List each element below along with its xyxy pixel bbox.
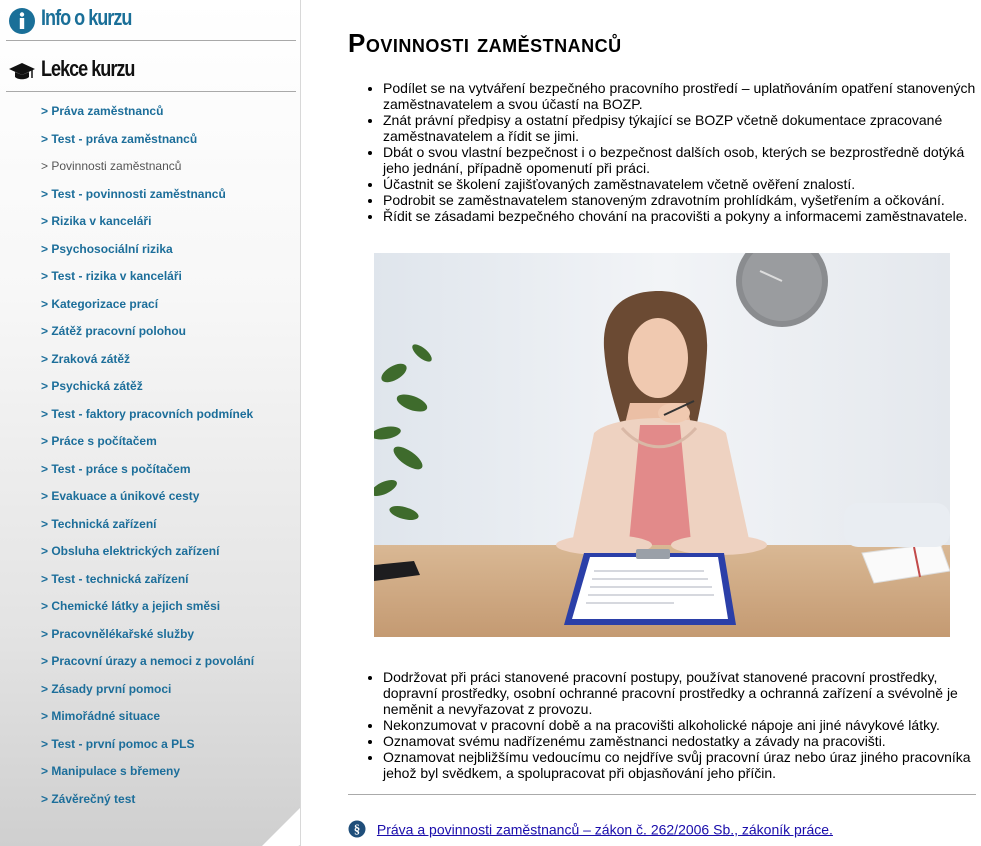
sidebar-lesson-link[interactable]: > Rizika v kanceláři <box>41 214 152 228</box>
duty-item: • Oznamovat svému nadřízenému zaměstnanci nedostatky a závady na pracovišti. <box>383 733 976 749</box>
sidebar-lesson-link[interactable]: > Pracovní úrazy a nemoci z povolání <box>41 654 255 668</box>
sidebar-lesson-link[interactable]: > Kategorizace prací <box>41 296 159 311</box>
duty-item: • Účastnit se školení zajišťovaných zaměstnavatelem včetně ověření znalostí. <box>383 176 976 192</box>
page-title: Povinnosti zaměstnanců <box>348 28 622 58</box>
sidebar-lesson-link[interactable]: > Test - faktory pracovních podmínek <box>41 406 254 421</box>
sidebar-lesson-link[interactable]: > Evakuace a únikové cesty <box>41 489 200 503</box>
duties-list-bottom <box>348 669 976 781</box>
sidebar <box>0 0 301 846</box>
woman-at-desk-image <box>374 253 950 637</box>
lesson-list <box>41 100 254 815</box>
duty-item: • Dbát o svou vlastní bezpečnost i o bezpečnost dalších osob, kterých se bezprostředně dotýká jeho jednání, případně opomenutí při práci. <box>383 144 976 176</box>
duty-item: • Podílet se na vytváření bezpečného pracovního prostředí – uplatňováním opatření stanovených zaměstnavatelem a svou účastí na BOZP. <box>383 80 976 112</box>
sidebar-lesson-link[interactable]: > Práva zaměstnanců <box>41 104 164 118</box>
info-circle-icon <box>8 7 36 35</box>
sidebar-lesson-link[interactable]: > Práce s počítačem <box>41 434 157 448</box>
sidebar-lesson-link[interactable]: > Psychická zátěž <box>41 379 143 393</box>
divider <box>348 794 976 795</box>
sidebar-lesson-link[interactable]: > Test - technická zařízení <box>41 571 189 586</box>
sidebar-lesson-link[interactable]: > Mimořádné situace <box>41 709 161 723</box>
sidebar-lesson-link[interactable]: > Test - práva zaměstnanců <box>41 131 198 146</box>
sidebar-lesson-link[interactable]: > Psychosociální rizika <box>41 241 173 256</box>
sidebar-lesson-link[interactable]: > Chemické látky a jejich směsi <box>41 599 221 613</box>
svg-text:§: § <box>353 821 361 837</box>
duty-item: • Řídit se zásadami bezpečného chování na pracovišti a pokyny a informacemi zaměstnavatele. <box>383 208 976 224</box>
office-photo <box>374 253 950 637</box>
sidebar-lesson-link[interactable]: > Pracovnělékařské služby <box>41 626 195 641</box>
sidebar-lesson-link[interactable]: > Zraková zátěž <box>41 351 131 366</box>
duty-item: • Oznamovat nejbližšímu vedoucímu co nejdříve svůj pracovní úraz nebo úraz jiného pracovníka jehož byl svědkem, a spolupracovat při objasňování jeho příčin. <box>383 749 976 781</box>
sidebar-lesson-link[interactable]: > Test - rizika v kanceláři <box>41 269 182 283</box>
sidebar-lesson-link[interactable]: > Manipulace s břemeny <box>41 764 181 778</box>
sidebar-lesson-link[interactable]: > Obsluha elektrických zařízení <box>41 544 220 558</box>
sidebar-lesson-link[interactable]: > Test - povinnosti zaměstnanců <box>41 186 226 201</box>
sidebar-lesson-link[interactable]: > Závěrečný test <box>41 791 136 806</box>
sidebar-lesson-link[interactable]: > Zátěž pracovní polohou <box>41 324 187 338</box>
main-content <box>348 0 976 846</box>
lessons-heading <box>6 53 296 92</box>
duty-item: • Nekonzumovat v pracovní době a na pracovišti alkoholické nápoje ani jiné návykové látky. <box>383 717 976 733</box>
law-reference-link[interactable]: Práva a povinnosti zaměstnanců – zákon č. 262/2006 Sb., zákoník práce. <box>376 821 833 838</box>
sidebar-lesson-link[interactable]: > Test - první pomoc a PLS <box>41 736 195 751</box>
sidebar-lesson-link[interactable]: > Technická zařízení <box>41 516 157 531</box>
sidebar-lesson-link[interactable]: > Test - práce s počítačem <box>41 461 191 476</box>
info-heading-label: Info o kurzu <box>41 5 132 30</box>
paragraph-icon <box>348 820 366 838</box>
duty-item: • Znát právní předpisy a ostatní předpisy týkající se BOZP včetně dokumentace zpracované zaměstnavatelem a řídit se jimi. <box>383 112 976 144</box>
lessons-heading-label: Lekce kurzu <box>41 56 135 81</box>
duties-list-top <box>348 80 976 224</box>
duty-item: • Podrobit se zaměstnavatelem stanoveným zdravotním prohlídkám, vyšetřením a očkování. <box>383 192 976 208</box>
law-reference <box>348 819 833 837</box>
graduation-cap-icon <box>8 58 36 86</box>
sidebar-lesson-link[interactable]: > Zásady první pomoci <box>41 681 172 696</box>
sidebar-lesson-current[interactable]: > Povinnosti zaměstnanců <box>41 159 182 173</box>
duty-item: • Dodržovat při práci stanovené pracovní postupy, používat stanovené pracovní prostředky, dopravní prostředky, osobní ochranné pracovní prostředky a ochranná zařízení a svévolně je neměnit a nevyřazovat z provozu. <box>383 669 976 717</box>
page-fold-corner <box>262 808 300 846</box>
info-heading[interactable] <box>6 2 296 41</box>
